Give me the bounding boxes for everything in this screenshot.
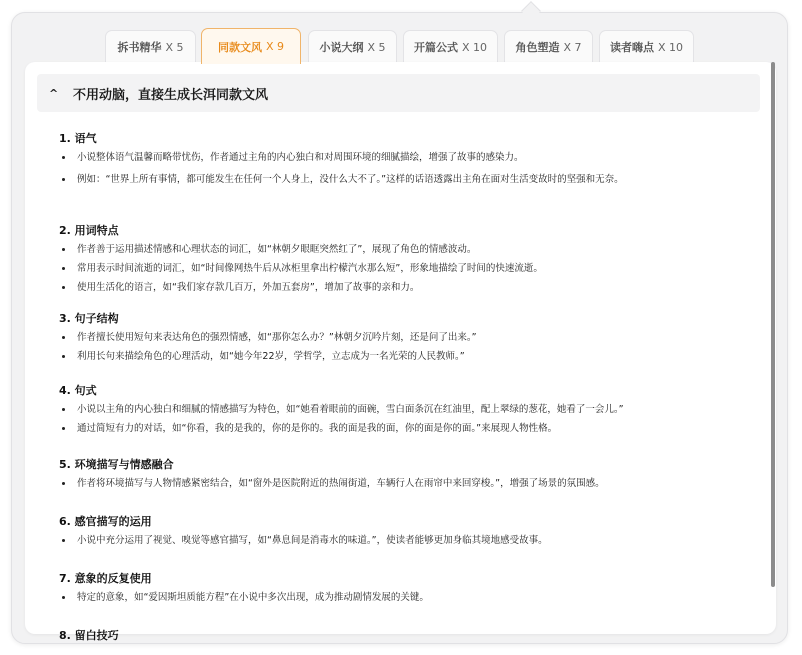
list-item: 小说以主角的内心独白和细腻的情感描写为特色，如“她看着眼前的面碗，雪白面条沉在红油里，配上翠绿的葱花，她看了一会儿。” <box>59 400 759 419</box>
tab-novel-outline[interactable] <box>308 30 397 63</box>
chevron-up-icon: ^ <box>49 86 59 100</box>
section-title: 6. 感官描写的运用 <box>59 515 152 528</box>
tab-reader-highlights[interactable] <box>599 30 694 63</box>
tab-label: 同款文风 <box>217 40 262 54</box>
tab-count: X 5 <box>165 40 184 54</box>
section-title: 2. 用词特点 <box>59 224 119 237</box>
tab-character-shaping[interactable] <box>504 30 593 63</box>
section-title: 3. 句子结构 <box>59 312 119 325</box>
accordion-title: 不用动脑，直接生成长洱同款文风 <box>73 87 269 103</box>
list-item: 利用长句来描绘角色的心理活动，如“她今年22岁，学哲学，立志成为一名光荣的人民教师。” <box>59 347 759 366</box>
section-imagery <box>59 570 759 607</box>
tab-opening-formula[interactable] <box>403 30 498 63</box>
list-item: 小说中充分运用了视觉、嗅觉等感官描写，如“鼻息间是消毒水的味道。”，使读者能够更加身临其境地感受故事。 <box>59 531 759 550</box>
tab-count: X 9 <box>265 40 285 53</box>
list-item: 使用生活化的语言，如“我们家存款几百万，外加五套房”，增加了故事的亲和力。 <box>59 278 759 297</box>
section-title: 7. 意象的反复使用 <box>59 572 152 585</box>
section-environment <box>59 456 759 493</box>
tab-count: X 5 <box>367 40 386 54</box>
list-item: 作者将环境描写与人物情感紧密结合，如“窗外是医院附近的热闹街道，车辆行人在雨帘中来回穿梭。”，增强了场景的氛围感。 <box>59 474 759 493</box>
section-title: 8. 留白技巧 <box>59 629 119 642</box>
tab-same-style[interactable] <box>201 28 301 64</box>
tab-count: X 10 <box>657 40 684 54</box>
list-item: 常用表示时间流逝的词汇，如“时间像网热牛后从冰柜里拿出柠檬汽水那么短”，形象地描绘了时间的快速流逝。 <box>59 259 759 278</box>
list-item: 特定的意象，如“爱因斯坦质能方程”在小说中多次出现，成为推动剧情发展的关键。 <box>59 588 759 607</box>
tab-label: 读者嗨点 <box>609 41 654 54</box>
section-whitespace <box>59 627 759 645</box>
section-title: 5. 环境描写与情感融合 <box>59 458 174 471</box>
list-item: 作者擅长使用短句来表达角色的强烈情感，如“那你怎么办？”林朝夕沉吟片刻，还是问了出来。” <box>59 328 759 347</box>
tab-count: X 7 <box>563 40 582 54</box>
content-panel <box>25 62 776 642</box>
list-item: 作者善于运用描述情感和心理状态的词汇，如“林朝夕眼眶突然红了”，展现了角色的情感波动。 <box>59 240 759 259</box>
section-tone <box>59 130 759 189</box>
list-item: 小说整体语气温馨而略带忧伤，作者通过主角的内心独白和对周围环境的细腻描绘，增强了故事的感染力。 <box>59 148 759 167</box>
section-title: 1. 语气 <box>59 132 97 145</box>
list-item: 通过简短有力的对话，如“你看，我的是我的，你的是你的。我的面是我的面，你的面是你的面。”来展现人物性格。 <box>59 419 759 438</box>
scrollbar[interactable] <box>771 62 775 587</box>
tab-label: 拆书精华 <box>117 41 162 54</box>
section-senses <box>59 513 759 550</box>
tab-label: 开篇公式 <box>413 41 458 54</box>
tab-label: 角色塑造 <box>515 41 560 54</box>
list-item: 例如：“世界上所有事情，都可能发生在任何一个人身上，没什么大不了。”这样的话语透露出主角在面对生活变故时的坚强和无奈。 <box>59 170 759 189</box>
tab-label: 小说大纲 <box>319 41 364 54</box>
section-sentence-structure <box>59 310 759 366</box>
section-diction <box>59 222 759 297</box>
section-sentence-pattern <box>59 382 759 438</box>
tab-count: X 10 <box>461 40 488 54</box>
accordion-header[interactable] <box>37 74 760 112</box>
section-title: 4. 句式 <box>59 384 97 397</box>
tab-book-essence[interactable] <box>105 30 196 63</box>
